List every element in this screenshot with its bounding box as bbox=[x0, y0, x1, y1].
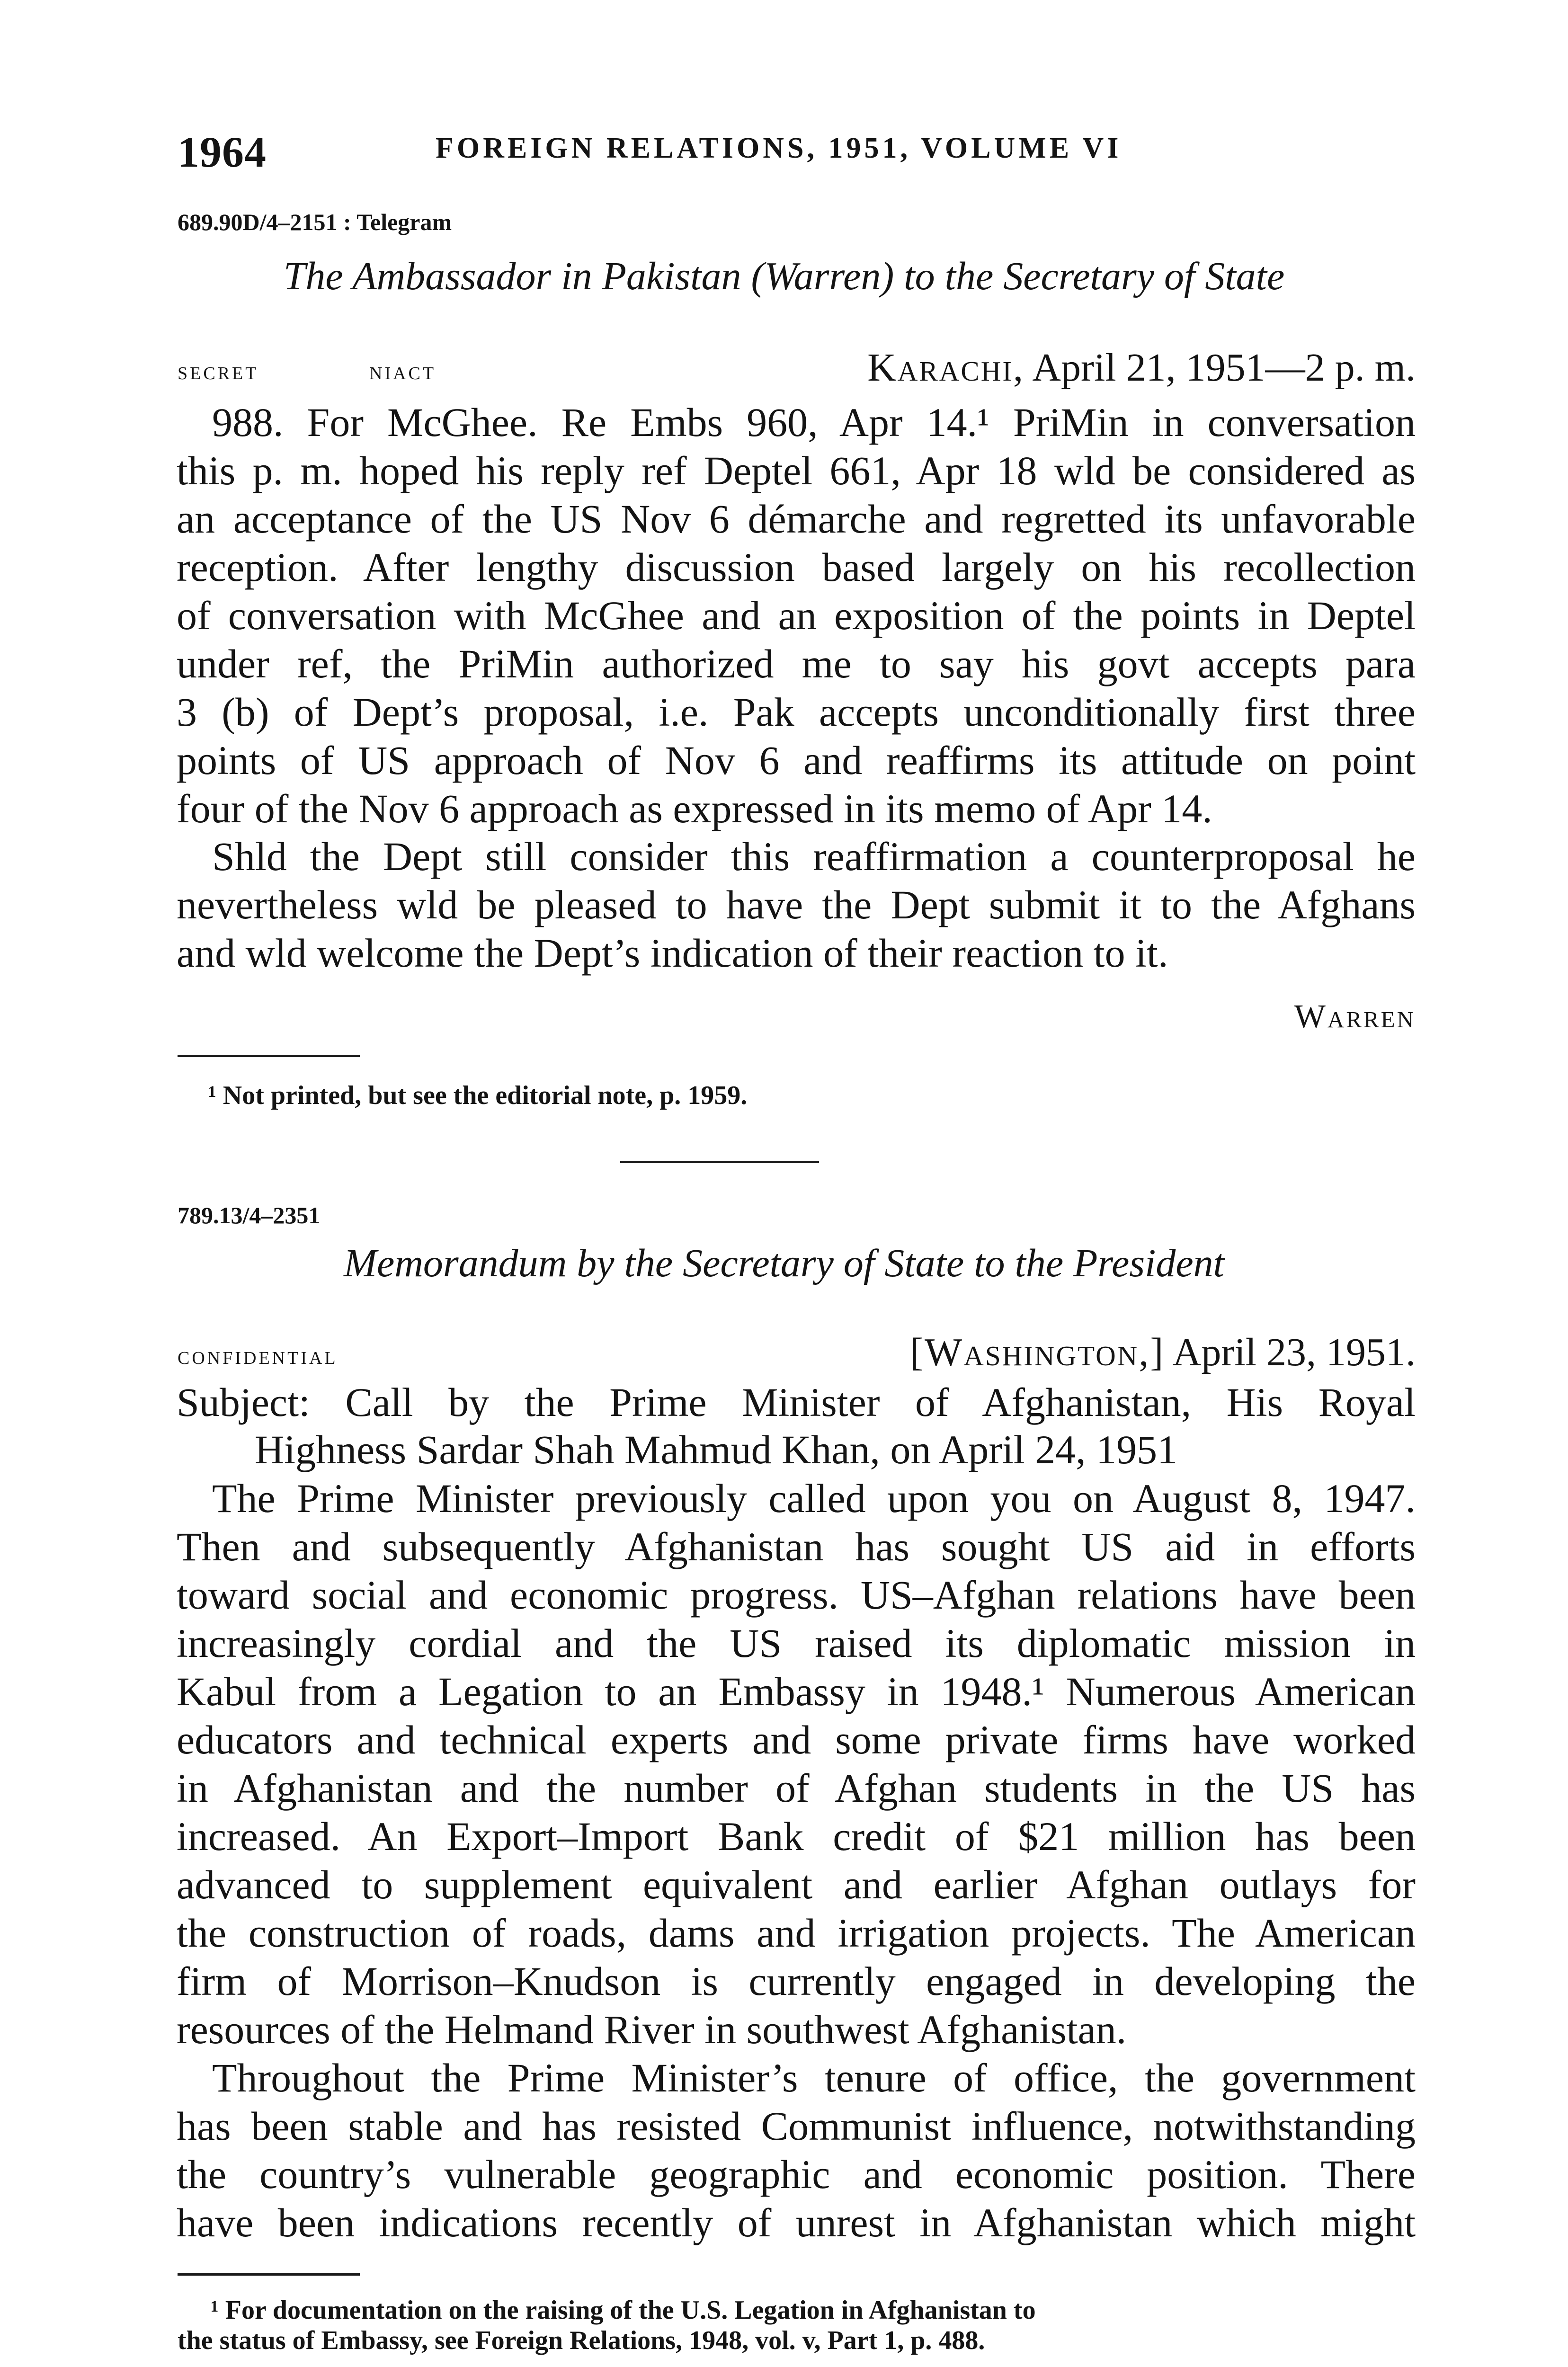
text-line: this p. m. hoped his reply ref Deptel 661, Apr 18 wld be considered as bbox=[177, 448, 1416, 493]
doc1-classification: secret bbox=[178, 356, 259, 385]
doc2-place: [Washington,] bbox=[910, 1330, 1165, 1374]
doc2-paragraph-1 bbox=[177, 1474, 1416, 2054]
text-line: Shld the Dept still consider this reaffirmation a counterproposal he bbox=[212, 834, 1416, 879]
text-line: 3 (b) of Dept’s proposal, i.e. Pak accepts unconditionally first three bbox=[177, 689, 1416, 735]
text-line: under ref, the PriMin authorized me to say his govt accepts para bbox=[177, 641, 1416, 686]
text-line: has been stable and has resisted Communist influence, notwithstanding bbox=[177, 2103, 1416, 2149]
running-head-title: FOREIGN RELATIONS, 1951, VOLUME VI bbox=[436, 132, 1122, 164]
text-line: have been indications recently of unrest in Afghanistan which might bbox=[177, 2200, 1416, 2245]
doc2-file-number: 789.13/4–2351 bbox=[178, 1202, 321, 1228]
text-line: increased. An Export–Import Bank credit of $21 million has been bbox=[177, 1814, 1416, 1859]
text-line: Then and subsequently Afghanistan has sought US aid in efforts bbox=[177, 1524, 1416, 1569]
doc1-paragraph-1 bbox=[177, 398, 1416, 833]
page-number: 1964 bbox=[178, 128, 267, 176]
subject-line: Subject: Call by the Prime Minister of Afghanistan, His Royal bbox=[177, 1379, 1416, 1425]
footnote-line: ¹ For documentation on the raising of the U.S. Legation in Afghanistan to bbox=[211, 2296, 1036, 2325]
text-line: reception. After lengthy discussion based largely on his recollection bbox=[177, 544, 1416, 590]
doc1-date: April 21, 1951—2 p. m. bbox=[1032, 346, 1416, 390]
doc2-dateline bbox=[910, 1329, 1416, 1375]
text-line: increasingly cordial and the US raised its diplomatic mission in bbox=[177, 1620, 1416, 1666]
text-line: an acceptance of the US Nov 6 démarche and regretted its unfavorable bbox=[177, 496, 1416, 542]
text-line: four of the Nov 6 approach as expressed in its memo of Apr 14. bbox=[177, 786, 1212, 831]
doc1-dateline bbox=[867, 345, 1416, 391]
doc2-paragraph-2 bbox=[177, 2054, 1416, 2247]
doc1-signature: Warren bbox=[1294, 998, 1416, 1035]
doc1-distribution: niact bbox=[369, 356, 437, 385]
doc2-subject bbox=[177, 1379, 1416, 1473]
text-line: educators and technical experts and some private firms have worked bbox=[177, 1717, 1416, 1762]
doc1-footnote: ¹ Not printed, but see the editorial note, p. 1959. bbox=[208, 1081, 748, 1110]
text-line: advanced to supplement equivalent and earlier Afghan outlays for bbox=[177, 1862, 1416, 1907]
text-line: toward social and economic progress. US–Afghan relations have been bbox=[177, 1572, 1416, 1618]
text-line: Throughout the Prime Minister’s tenure of office, the government bbox=[212, 2055, 1416, 2100]
text-line: the construction of roads, dams and irrigation projects. The American bbox=[177, 1910, 1416, 1956]
text-line: and wld welcome the Dept’s indication of their reaction to it. bbox=[177, 930, 1168, 976]
doc2-footnote bbox=[178, 2295, 1417, 2356]
doc1-title: The Ambassador in Pakistan (Warren) to the Secretary of State bbox=[283, 254, 1285, 298]
text-line: firm of Morrison–Knudson is currently engaged in developing the bbox=[177, 1958, 1416, 2004]
document-separator bbox=[620, 1161, 819, 1163]
footnote-rule bbox=[178, 2273, 360, 2276]
text-line: The Prime Minister previously called upon you on August 8, 1947. bbox=[212, 1476, 1416, 1521]
doc2-title: Memorandum by the Secretary of State to the President bbox=[344, 1241, 1224, 1285]
doc2-date: April 23, 1951. bbox=[1172, 1330, 1416, 1374]
text-line: the country’s vulnerable geographic and economic position. There bbox=[177, 2152, 1416, 2197]
text-line: in Afghanistan and the number of Afghan students in the US has bbox=[177, 1765, 1416, 1811]
text-line: Kabul from a Legation to an Embassy in 1948.¹ Numerous American bbox=[177, 1669, 1416, 1714]
doc2-classification: confidential bbox=[178, 1341, 338, 1370]
text-line: nevertheless wld be pleased to have the Dept submit it to the Afghans bbox=[177, 882, 1416, 927]
footnote-rule bbox=[178, 1055, 360, 1057]
doc1-place: Karachi, bbox=[867, 346, 1025, 390]
text-line: points of US approach of Nov 6 and reaffirms its attitude on point bbox=[177, 738, 1416, 783]
footnote-line: the status of Embassy, see Foreign Relations, 1948, vol. v, Part 1, p. 488. bbox=[178, 2326, 985, 2355]
text-line: resources of the Helmand River in southwest Afghanistan. bbox=[177, 2007, 1127, 2052]
doc1-paragraph-2 bbox=[177, 832, 1416, 977]
text-line: of conversation with McGhee and an exposition of the points in Deptel bbox=[177, 593, 1416, 638]
doc1-file-number: 689.90D/4–2151 : Telegram bbox=[178, 209, 452, 235]
text-line: 988. For McGhee. Re Embs 960, Apr 14.¹ PriMin in conversation bbox=[212, 400, 1416, 445]
subject-line: Highness Sardar Shah Mahmud Khan, on April 24, 1951 bbox=[255, 1427, 1178, 1472]
